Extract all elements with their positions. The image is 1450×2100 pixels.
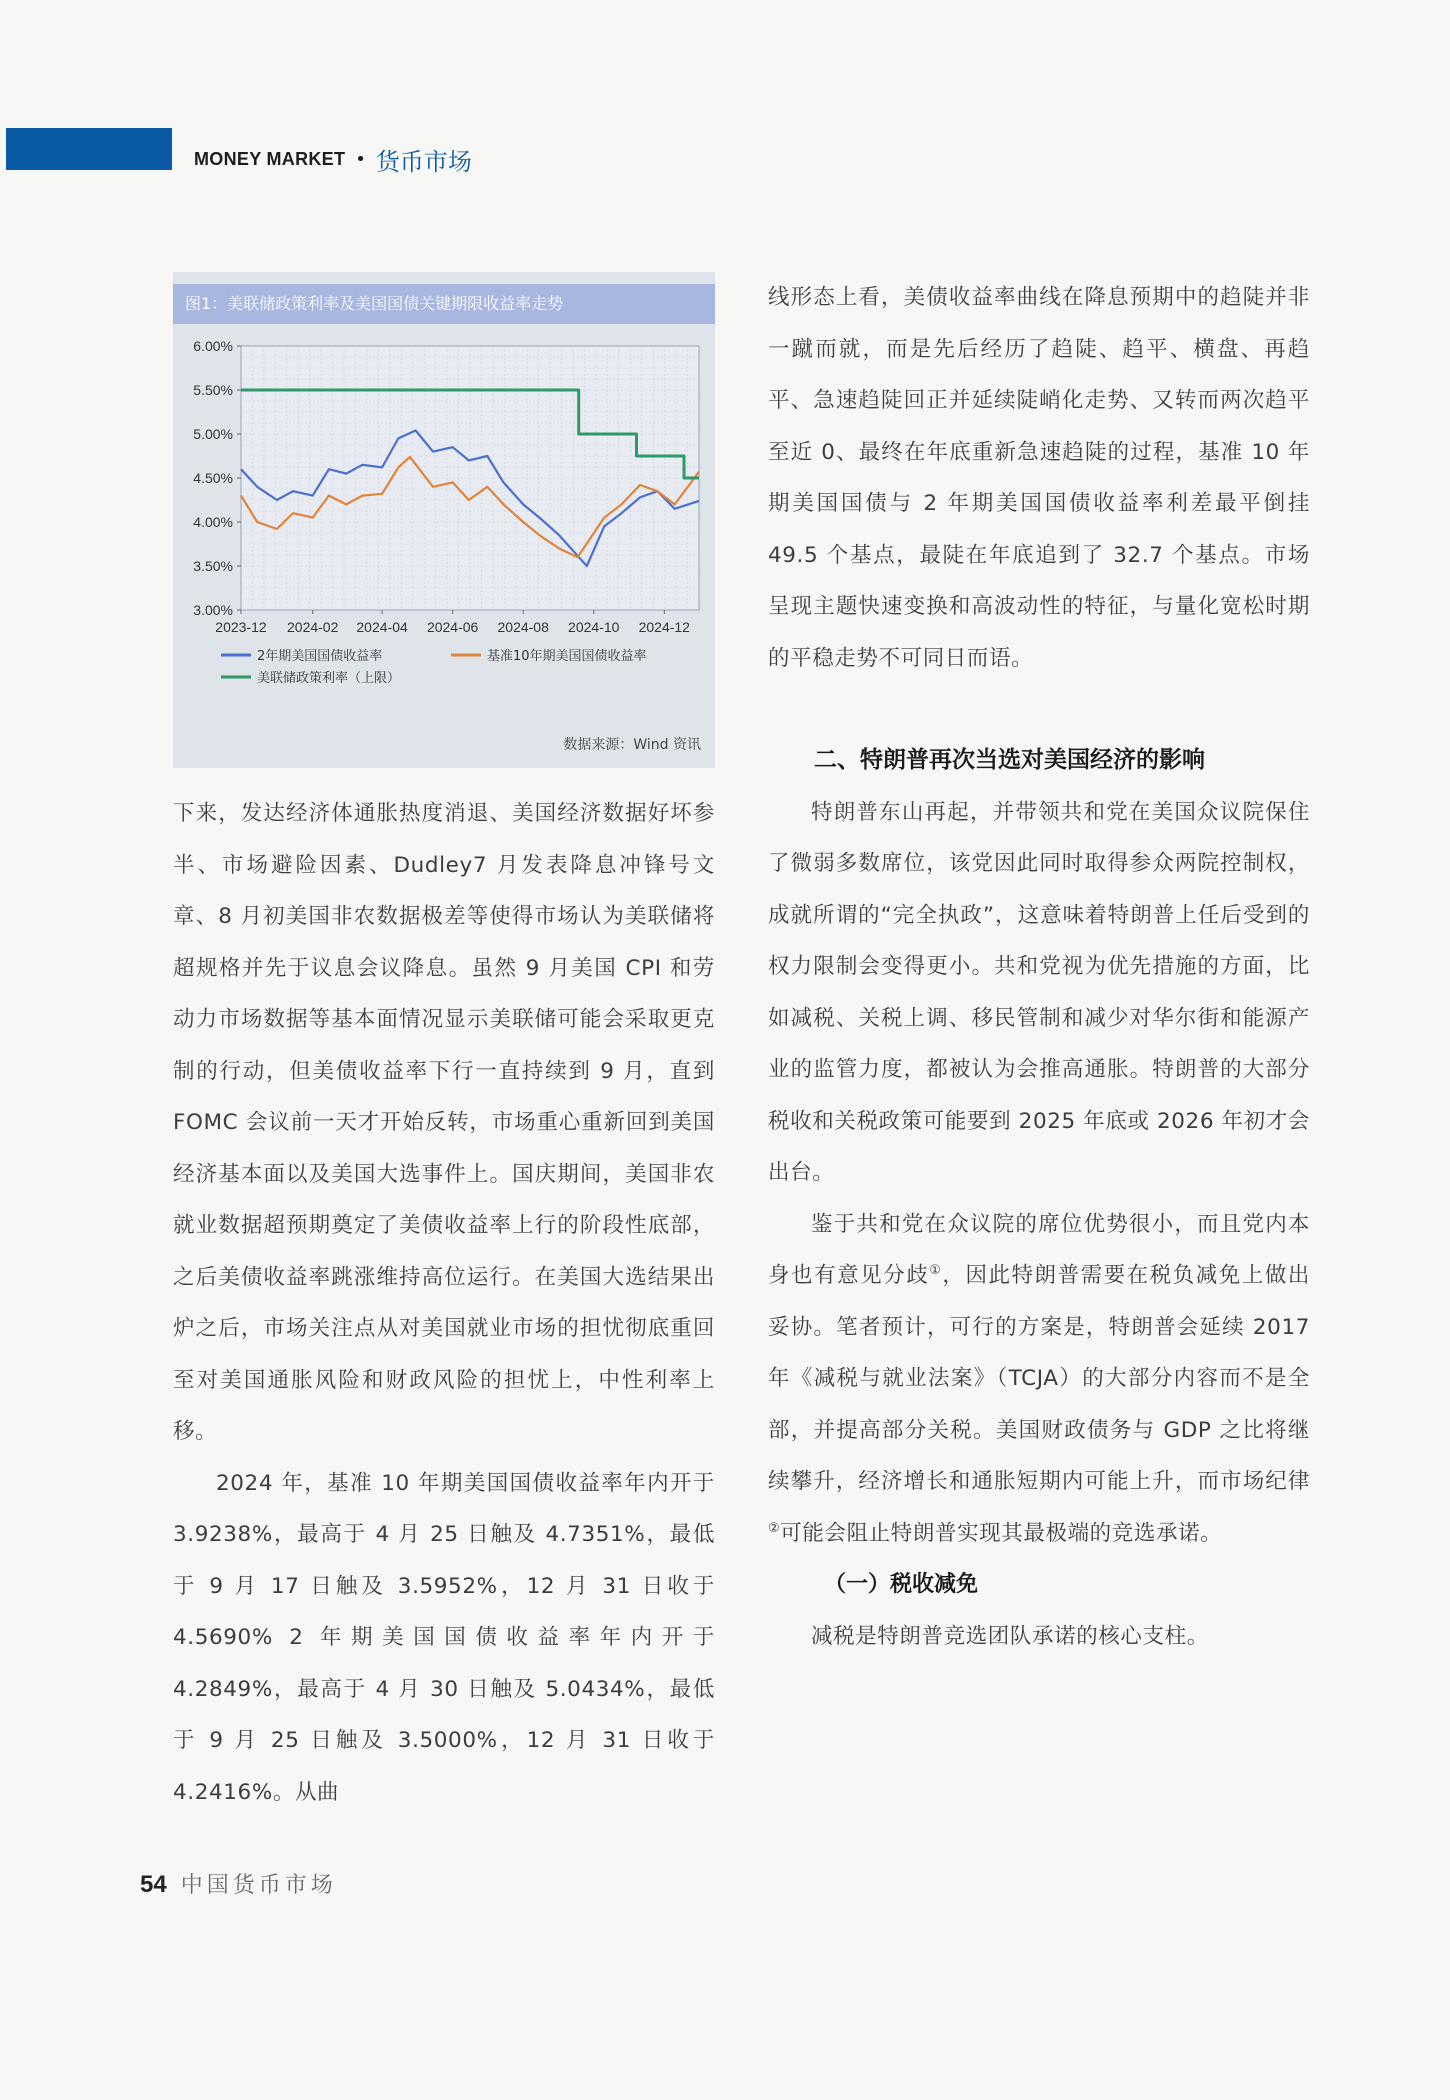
legend-label-1: 基准10年期美国国债收益率 (487, 649, 647, 664)
right-paragraph-2: 特朗普东山再起，并带领共和党在美国众议院保住了微弱多数席位，该党因此同时取得参众两院控制权，成就所谓的“完全执政”，这意味着特朗普上任后受到的权力限制会变得更小。共和党视为优先措施的方面，比如减税、关税上调、移民管制和减少对华尔街和能源产业的监管力度，都被认为会推高通胀。特朗普的大部分税收和关税政策可能要到 2025 年底或 2026 年初才会出台。 (768, 799, 1310, 1185)
header-separator: • (355, 148, 366, 170)
x-tick-label: 2023-12 (215, 619, 267, 635)
p3-text-b: ，因此特朗普需要在税负减免上做出妥协。笔者预计，可行的方案是，特朗普会延续 2017 年《减税与就业法案》（TCJA）的大部分内容而不是全部，并提高部分关税。美国财政债务与 GDP 之比将继续攀升，经济增长和通胀短期内可能上升，而市场纪律 (768, 1263, 1310, 1494)
y-tick-label: 3.50% (193, 558, 233, 574)
y-tick-label: 5.50% (193, 382, 233, 398)
y-tick-label: 6.00% (193, 338, 233, 354)
left-paragraph-1: 下来，发达经济体通胀热度消退、美国经济数据好坏参半、市场避险因素、Dudley7 月发表降息冲锋号文章、8 月初美国非农数据极差等使得市场认为美联储将超规格并先于议息会议降息。虽然 9 月美国 CPI 和劳动力市场数据等基本面情况显示美联储可能会采取更克制的行动，但美债收益率下行一直持续到 9 月，直到 FOMC 会议前一天才开始反转，市场重心重新回到美国经济基本面以及美国大选事件上。国庆期间，美国非农就业数据超预期奠定了美债收益率上行的阶段性底部，之后美债收益率跳涨维持高位运行。在美国大选结果出炉之后，市场关注点从对美国就业市场的担忧彻底重回至对美国通胀风险和财政风险的担忧上，中性利率上移。 (173, 801, 715, 1444)
header-accent-bar (6, 128, 172, 170)
section-heading: 二、特朗普再次当选对美国经济的影响 (814, 747, 1205, 773)
right-paragraph-3 (768, 1199, 1310, 1560)
figure-1 (173, 272, 715, 768)
footnote-ref-1[interactable]: ① (929, 1262, 943, 1278)
legend-label-2: 美联储政策利率（上限） (257, 671, 401, 686)
section-header (194, 142, 472, 176)
x-tick-label: 2024-08 (497, 619, 549, 635)
x-tick-label: 2024-12 (638, 619, 690, 635)
right-column (768, 272, 1310, 1662)
y-tick-label: 4.50% (193, 470, 233, 486)
y-tick-label: 3.00% (193, 602, 233, 618)
page-footer (140, 1868, 337, 1899)
yield-chart (173, 324, 715, 732)
x-tick-label: 2024-06 (426, 619, 479, 635)
y-tick-label: 4.00% (193, 514, 233, 530)
x-tick-label: 2024-04 (356, 619, 408, 635)
right-paragraph-4: 减税是特朗普竞选团队承诺的核心支柱。 (811, 1623, 1209, 1649)
p3-text-a: 鉴于共和党在众议院的席位优势很小，而且党内本身也有意见分歧 (768, 1211, 1310, 1288)
right-paragraph-1: 线形态上看，美债收益率曲线在降息预期中的趋陡并非一蹴而就，而是先后经历了趋陡、趋平、横盘、再趋平、急速趋陡回正并延续陡峭化走势、又转而两次趋平至近 0、最终在年底重新急速趋陡的过程，基准 10 年期美国国债与 2 年期美国国债收益率利差最平倒挂 49.5 个基点，最陡在年底追到了 32.7 个基点。市场呈现主题快速变换和高波动性的特征，与量化宽松时期的平稳走势不可同日而语。 (768, 285, 1310, 671)
subsection-heading: （一）税收减免 (824, 1572, 979, 1597)
figure-title: 图1：美联储政策利率及美国国债关键期限收益率走势 (185, 294, 564, 313)
page-number: 54 (140, 1871, 167, 1898)
section-name-en: MONEY MARKET (194, 148, 346, 169)
footnote-ref-2[interactable]: ② (768, 1520, 781, 1536)
magazine-name: 中国货币市场 (180, 1873, 337, 1898)
x-tick-label: 2024-10 (568, 619, 620, 635)
left-column (173, 272, 715, 1818)
x-tick-label: 2024-02 (287, 619, 339, 635)
section-name-cn: 货币市场 (375, 147, 472, 176)
figure-title-bar (173, 284, 715, 324)
legend-label-0: 2年期美国国债收益率 (257, 649, 383, 664)
y-tick-label: 5.00% (193, 426, 233, 442)
p3-text-c: 可能会阻止特朗普实现其最极端的竞选承诺。 (780, 1520, 1223, 1546)
figure-source: 数据来源：Wind 资讯 (563, 737, 701, 753)
left-paragraph-2: 2024 年，基准 10 年期美国国债收益率年内开于 3.9238%，最高于 4 月 25 日触及 4.7351%，最低于 9 月 17 日触及 3.5952%，12 月 31 日收于 4.5690% 2 年期美国国债收益率年内开于 4.2849%，最高于 4 月 30 日触及 5.0434%，最低于 9 月 25 日触及 3.5000%，12 月 31 日收于 4.2416%。从曲 (173, 1470, 715, 1805)
